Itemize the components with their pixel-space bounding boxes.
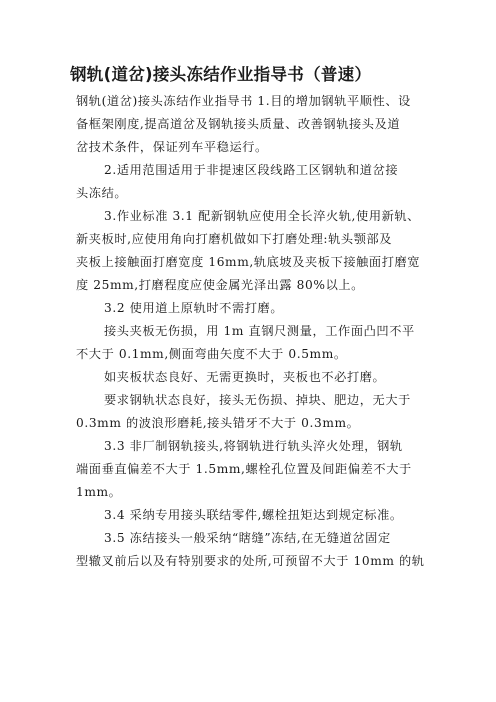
body-line: 3.2 使用道上原轨时不需打磨。 (104, 301, 284, 315)
body-line: 钢轨(道岔)接头冻结作业指导书 1.目的增加钢轨平顺性、设 (76, 94, 411, 108)
body-line: 头冻结。 (76, 186, 128, 200)
body-line: 新夹板时,应使用角向打磨机做如下打磨处理:轨头颚部及 (76, 232, 393, 246)
body-line: 度 25mm,打磨程度应使金属光泽出露 80%以上。 (76, 278, 364, 292)
body-line: 端面垂直偏差不大于 1.5mm,螺栓孔位置及间距偏差不大于 (76, 462, 412, 476)
body-line: 不大于 0.1mm,侧面弯曲矢度不大于 0.5mm。 (76, 347, 347, 361)
body-line: 1mm。 (76, 485, 122, 499)
body-line: 3.3 非厂制钢轨接头,将钢轨进行轨头淬火处理，钢轨 (104, 439, 403, 453)
body-line: 3.5 冻结接头一般采纳“瞎缝”冻结,在无缝道岔固定 (104, 531, 391, 545)
document-title: 钢轨(道岔)接头冻结作业指导书（普速） (70, 65, 372, 84)
body-line: 接头夹板无伤损，用 1m 直钢尺测量，工作面凸凹不平 (104, 324, 415, 338)
body-line: 2.适用范围适用于非提速区段线路工区钢轨和道岔接 (104, 163, 399, 177)
body-line: 备框架刚度,提高道岔及钢轨接头质量、改善钢轨接头及道 (76, 117, 401, 131)
body-line: 要求钢轨状态良好，接头无伤损、掉块、肥边，无大于 (104, 393, 411, 407)
body-line: 如夹板状态良好、无需更换时，夹板也不必打磨。 (104, 370, 386, 384)
body-line: 岔技术条件，保证列车平稳运行。 (76, 140, 268, 154)
body-line: 3.作业标准 3.1 配新钢轨应使用全长淬火轨,使用新轨、 (104, 209, 420, 223)
body-line: 0.3mm 的波浪形磨耗,接头错牙不大于 0.3mm。 (76, 416, 360, 430)
body-line: 3.4 采纳专用接头联结零件,螺栓扭矩达到规定标准。 (104, 508, 403, 522)
body-line: 夹板上接触面打磨宽度 16mm,轨底坡及夹板下接触面打磨宽 (76, 255, 421, 269)
body-line: 型辙叉前后以及有特别要求的处所,可预留不大于 10mm 的轨 (76, 554, 425, 568)
